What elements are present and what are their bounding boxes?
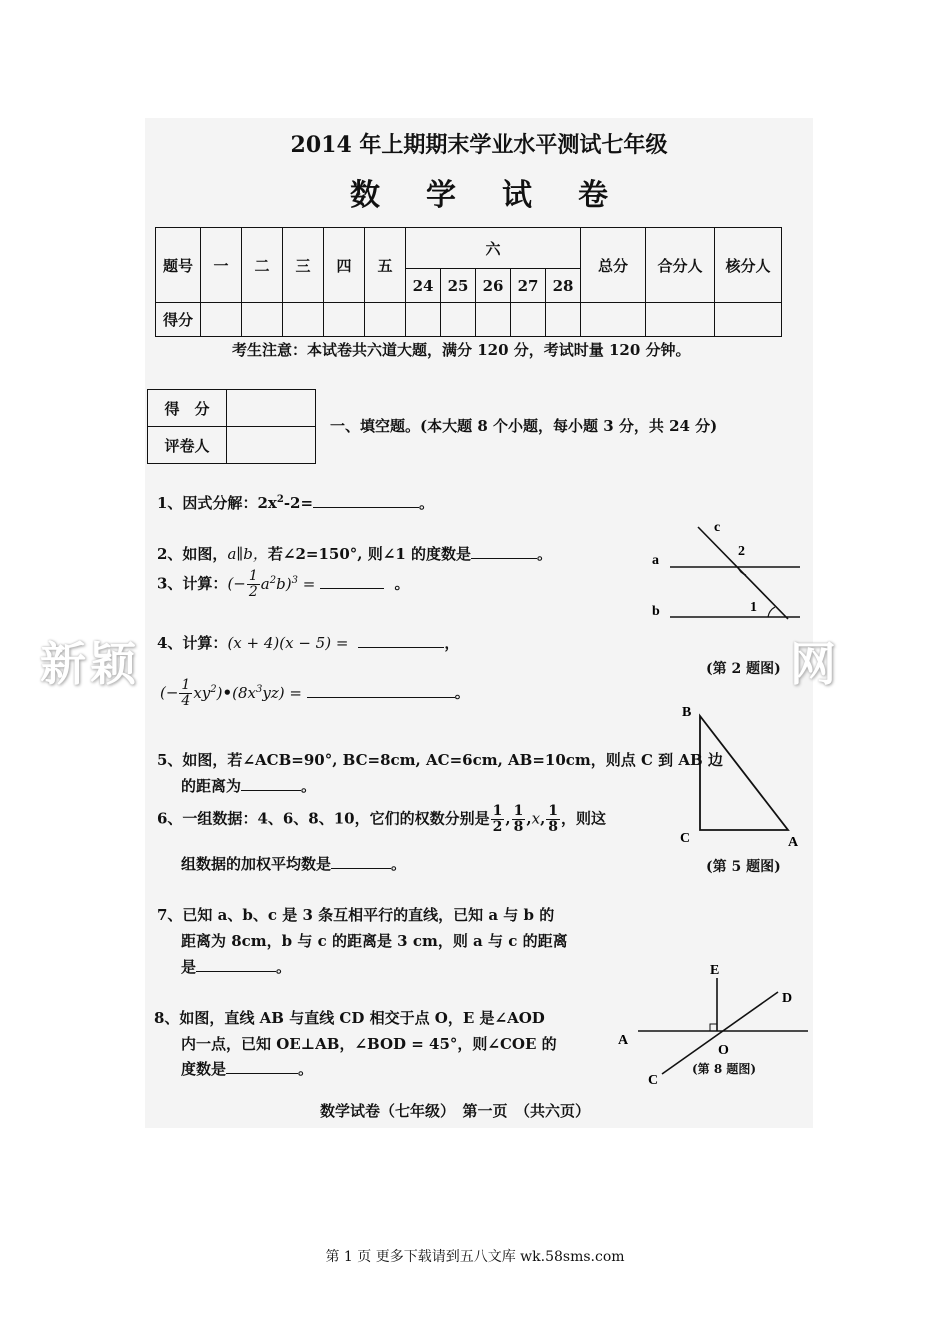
fig2-label-angle1: 1 [750,600,757,615]
figure-5-right-triangle [670,698,810,848]
question-6-line1: 6、一组数据：4、6、8、10，它们的权数分别是 $\frac{1}{2}$ , $\frac{1}{8}$ ,x, $\frac{1}{8}$ ，则这 [157,803,607,835]
q4a-comma: ， [444,634,460,652]
score-col-checker: 核分人 [715,228,782,303]
q2-answer-blank [471,543,537,559]
q8-text3: 度数是 [181,1060,227,1078]
fig8-label-C: C [648,1073,659,1088]
q8-end: 。 [298,1060,314,1078]
score-cell [511,303,546,337]
q2-end: 。 [536,545,552,563]
q7-text3: 是 [181,958,197,976]
question-8-line1: 8、如图，直线 AB 与直线 CD 相交于点 O，E 是∠AOD [154,1009,545,1027]
question-7-line3 [181,956,291,977]
q5-answer-blank [241,775,301,791]
q2-prefix: 2、如图， [157,545,228,563]
q2-text: 若∠2=150°, 则∠1 的度数是 [267,545,471,563]
exam-title-line1: 2014 年上期期末学业水平测试七年级 [290,132,668,158]
score-col-2: 二 [242,228,283,303]
score-sub-26: 26 [476,269,511,303]
score-cell [476,303,511,337]
fig5-label-C: C [680,831,691,846]
figure-5-caption: (第 5 题图) [706,859,781,875]
section1-title: 一、填空题。(本大题 8 个小题，每小题 3 分，共 24 分) [330,417,718,435]
question-4: 4、计算：(x + 4)(x − 5) = ， [157,634,460,652]
grader-box [147,389,316,464]
fig2-label-angle2: 2 [738,544,745,559]
question-5-line1: 5、如图，若∠ACB=90°, BC=8cm, AC=6cm, AB=10cm，则点 C 到 AB 边 [157,751,723,769]
q1-prefix: 1、因式分解： [157,494,258,512]
score-cell [283,303,324,337]
q8-answer-blank [226,1058,298,1074]
score-col-combiner: 合分人 [646,228,715,303]
score-sub-25: 25 [441,269,476,303]
score-cell [546,303,581,337]
fig5-triangle [700,716,788,830]
watermark-left: 新颖 [40,637,140,691]
fig8-label-D: D [782,991,793,1006]
exam-title-main: 数学试卷 [350,178,654,213]
q5-text2: 的距离为 [181,777,242,795]
score-col-6-group: 六 [406,228,581,269]
score-cell [406,303,441,337]
fig2-label-b: b [652,604,660,619]
q2-parallel: a∥b， [227,545,268,563]
exam-page-footer: 数学试卷（七年级） 第一页 （共六页） [320,1102,591,1120]
figure-8-caption: (第 8 题图) [692,1062,757,1076]
fig8-right-angle-mark [710,1024,717,1031]
q4a-answer-blank [358,632,444,648]
q6-text2: 组数据的加权平均数是 [181,855,332,873]
q6-text1a: 6、一组数据：4、6、8、10，它们的权数分别是 [157,809,490,828]
score-col-total: 总分 [581,228,646,303]
question-3: 3、计算：(− $\frac{1}{2}$ $a^2b)^3$ = 。 [157,568,410,600]
score-row-label: 得分 [156,303,201,337]
score-sub-27: 27 [511,269,546,303]
q6-answer-blank [331,853,391,869]
question-7-line1: 7、已知 a、b、c 是 3 条互相平行的直线，已知 a 与 b 的 [157,906,555,924]
question-8-line3 [181,1058,313,1079]
question-4b: (− $\frac{1}{4}$ $xy^2)•(8x^3yz)$ = 。 [160,677,470,709]
fig2-label-a: a [652,553,659,568]
score-cell [324,303,365,337]
score-sub-24: 24 [406,269,441,303]
question-1: 1、因式分解：$2x^2-2=$ 。 [157,494,435,512]
exam-notice: 考生注意：本试卷共六道大题，满分 120 分，考试时量 120 分钟。 [232,341,691,359]
fig5-label-A: A [788,835,799,848]
fig5-label-B: B [682,705,692,720]
score-cell [646,303,715,337]
score-cell [441,303,476,337]
grader-name-label: 评卷人 [148,427,227,464]
score-cell [242,303,283,337]
score-cell [365,303,406,337]
grader-score-label: 得 分 [148,390,227,427]
score-col-1: 一 [201,228,242,303]
fig8-label-O: O [718,1043,729,1058]
score-table-header-label: 题号 [156,228,201,303]
score-table [155,227,782,337]
q5-end: 。 [301,777,317,795]
q6-end: 。 [391,855,407,873]
q3-end: 。 [394,574,410,593]
score-col-4: 四 [324,228,365,303]
score-cell [581,303,646,337]
score-cell [201,303,242,337]
question-8-line2: 内一点，已知 OE⊥AB，∠BOD = 45°，则∠COE 的 [181,1035,557,1053]
grader-score-cell [227,390,316,427]
q3-prefix: 3、计算： [157,574,228,593]
q6-text1b: ，则这 [561,809,607,828]
q4b-end: 。 [454,683,470,702]
q7-answer-blank [196,956,276,972]
q4b-answer-blank [307,682,455,698]
fig8-label-A: A [618,1033,629,1048]
question-5-line2 [181,775,316,796]
figure-2-parallel-lines [640,515,810,635]
score-cell [715,303,782,337]
q7-end: 。 [276,958,292,976]
document-footer: 第 1 页 更多下载请到五八文库 wk.58sms.com [325,1249,625,1265]
q1-answer-blank [313,492,419,508]
score-sub-28: 28 [546,269,581,303]
question-2 [157,543,552,564]
figure-2-caption: (第 2 题图) [706,661,781,677]
question-7-line2: 距离为 8cm，b 与 c 的距离是 3 cm，则 a 与 c 的距离 [181,932,568,950]
question-6-line2 [181,853,406,874]
score-col-3: 三 [283,228,324,303]
q3-answer-blank [320,573,384,589]
grader-name-cell [227,427,316,464]
fig8-label-E: E [710,963,720,978]
fig2-angle-1-arc [768,607,775,617]
watermark-right: 网 [790,637,836,691]
score-col-5: 五 [365,228,406,303]
fig2-label-c: c [714,520,721,535]
q1-end: 。 [419,494,435,512]
q4-prefix: 4、计算： [157,634,228,652]
